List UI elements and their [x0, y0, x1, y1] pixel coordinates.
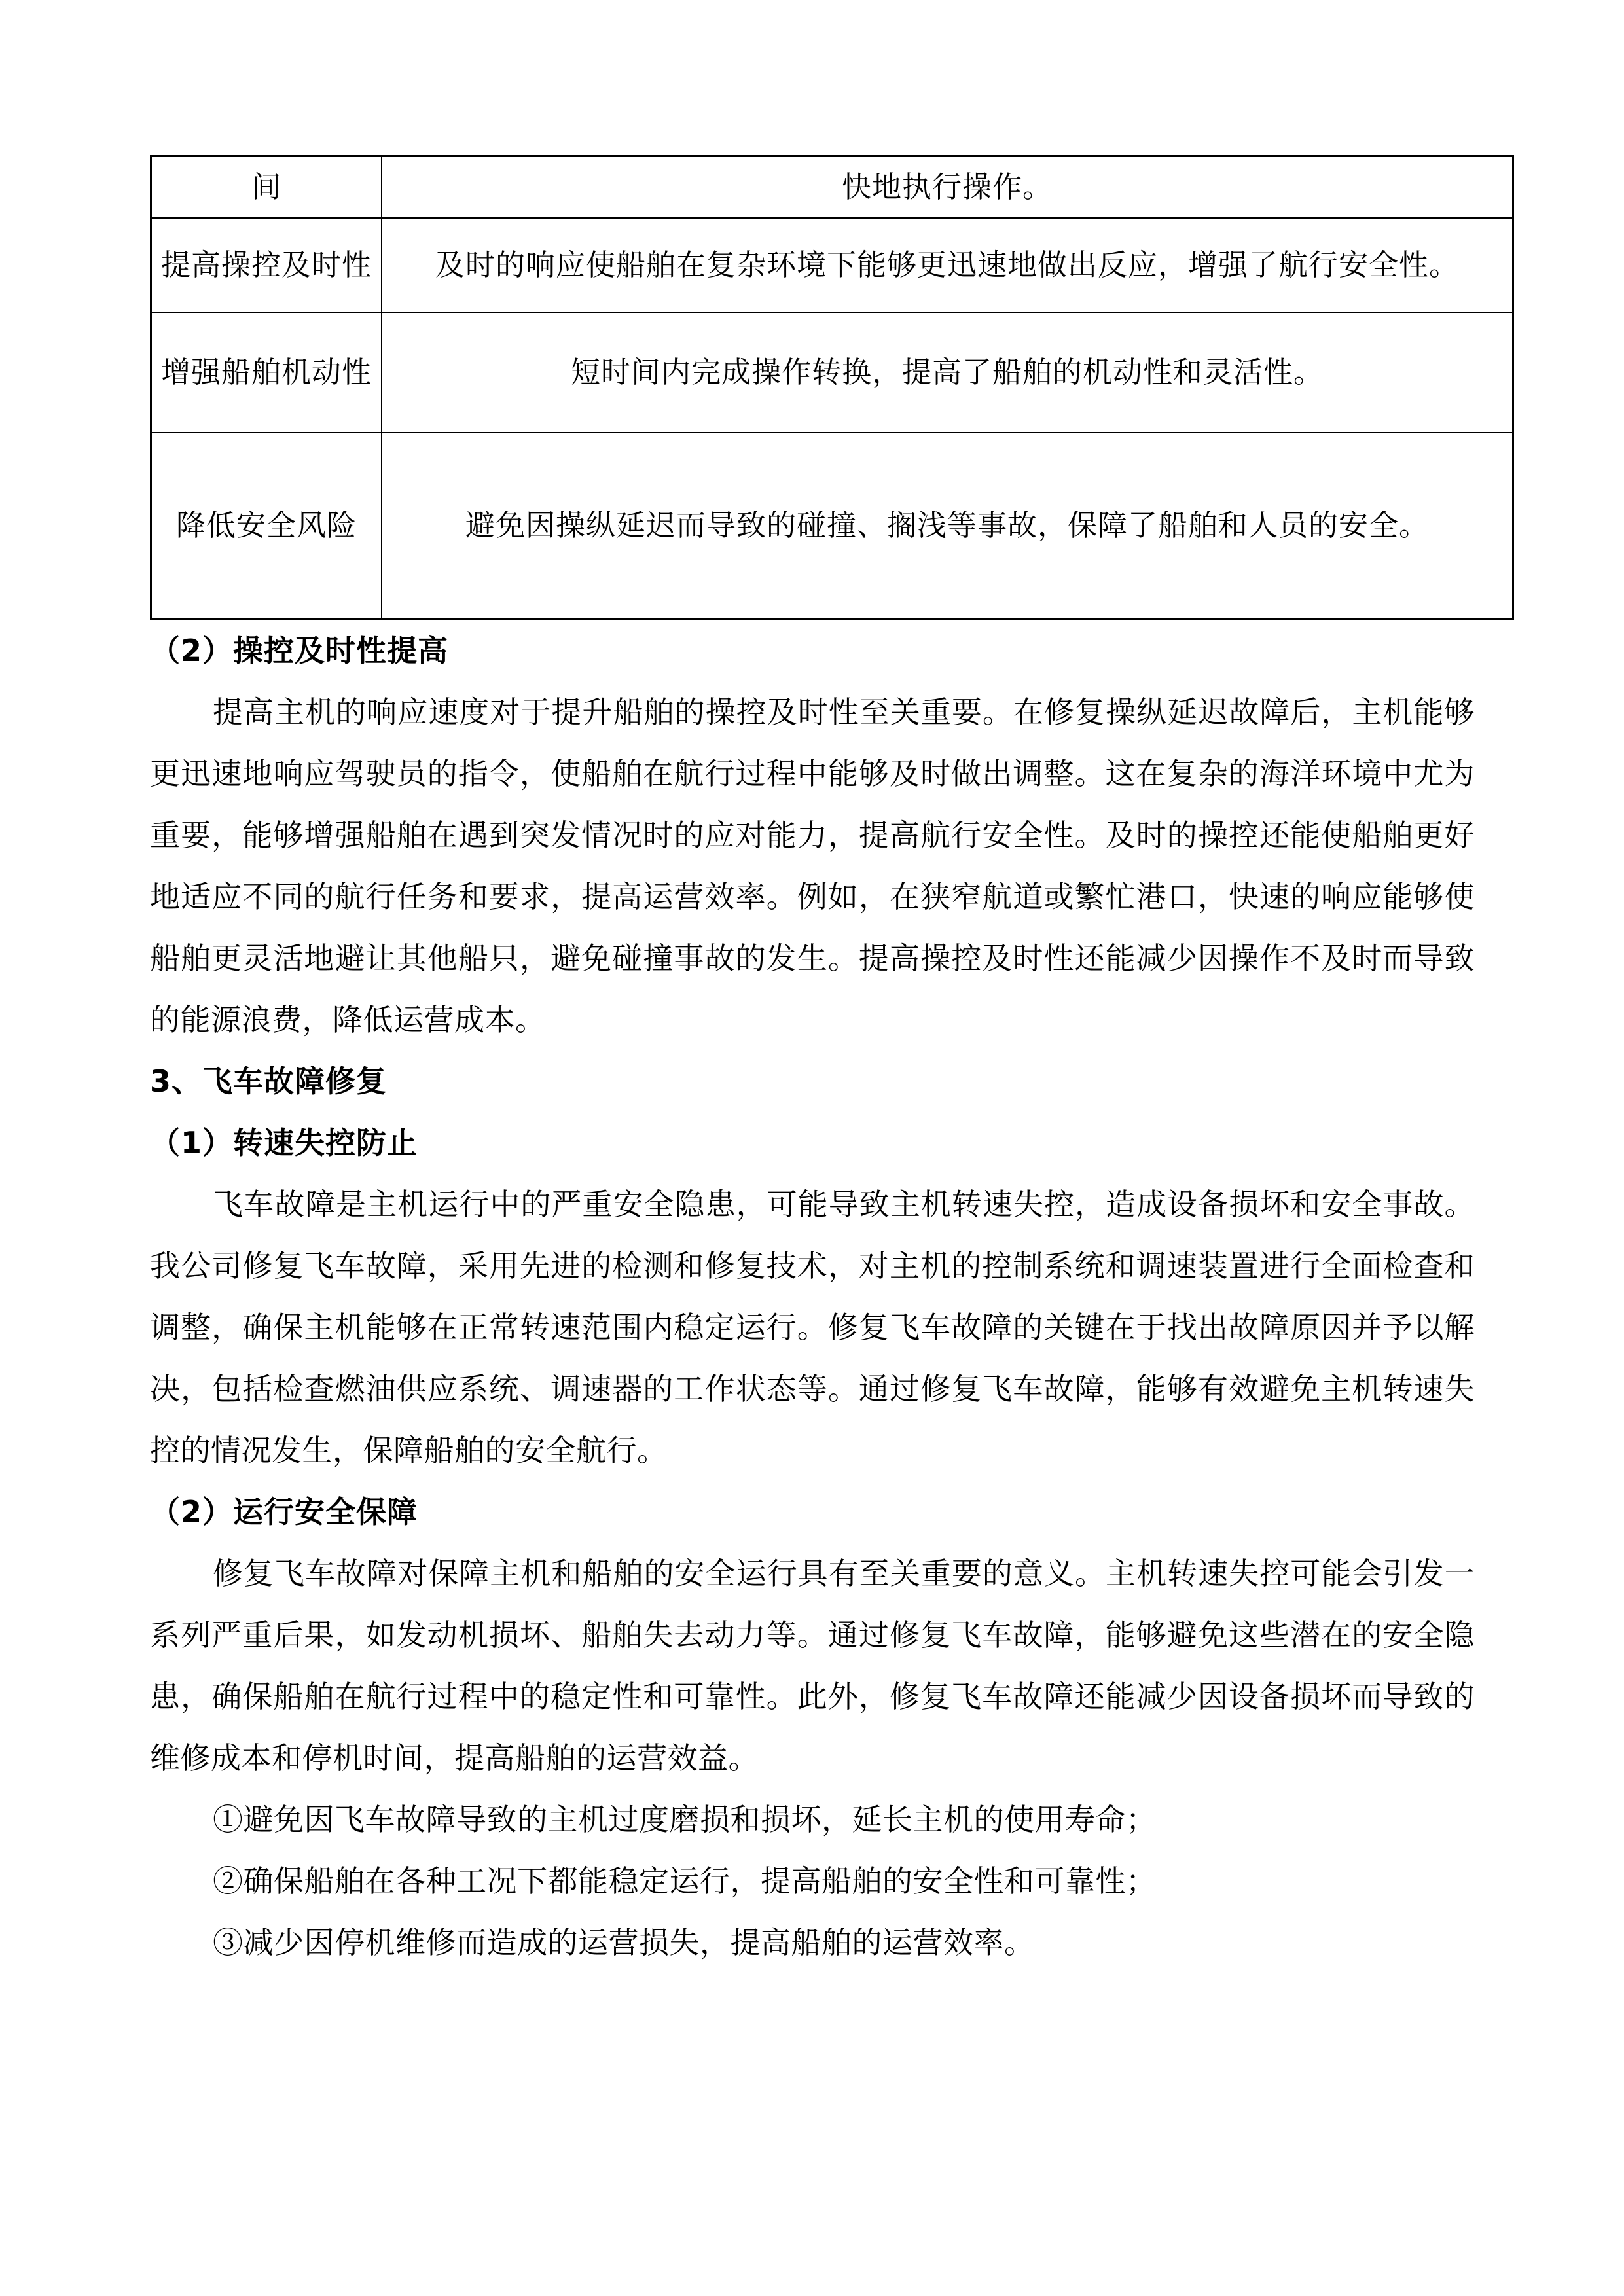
- table-cell-desc-text: 快地执行操作。: [841, 170, 1053, 204]
- table-cell-label-text: 降低安全风险: [175, 508, 357, 543]
- table-cell-desc: [382, 312, 1513, 433]
- table-row: [151, 218, 1513, 312]
- heading-3: 3、飞车故障修复: [150, 1064, 388, 1099]
- table-row: [151, 156, 1513, 219]
- table-cell-desc: [382, 218, 1513, 312]
- table-cell-label-text: 增强船舶机动性: [160, 355, 372, 389]
- paragraph-3-1: 飞车故障是主机运行中的严重安全隐患，可能导致主机转速失控，造成设备损坏和安全事故。我公司修复飞车故障，采用先进的检测和修复技术，对主机的控制系统和调速装置进行全面检查和调整，确保主机能够在正常转速范围内稳定运行。修复飞车故障的关键在于找出故障原因并予以解决，包括检查燃油供应系统、调速器的工作状态等。通过修复飞车故障，能够有效避免主机转速失控的情况发生，保障船舶的安全航行。: [150, 1187, 1475, 1468]
- heading-2-2: （2）操控及时性提高: [150, 633, 449, 668]
- paragraph-3-2: 修复飞车故障对保障主机和船舶的安全运行具有至关重要的意义。主机转速失控可能会引发一系列严重后果，如发动机损坏、船舶失去动力等。通过修复飞车故障，能够避免这些潜在的安全隐患，确保船舶在航行过程中的稳定性和可靠性。此外，修复飞车故障还能减少因设备损坏而导致的维修成本和停机时间，提高船舶的运营效益。: [150, 1556, 1475, 1776]
- table-cell-label: [151, 312, 382, 433]
- page-content: [150, 155, 1475, 1973]
- table-cell-desc: [382, 156, 1513, 219]
- table-body: [151, 156, 1513, 619]
- table-row: [151, 433, 1513, 619]
- list-item: ③减少因停机维修而造成的运营损失，提高船舶的运营效率。: [213, 1925, 1035, 1960]
- table-cell-label: [151, 433, 382, 619]
- list-item: ①避免因飞车故障导致的主机过度磨损和损坏，延长主机的使用寿命；: [213, 1802, 1157, 1837]
- table-cell-desc: [382, 433, 1513, 619]
- table-cell-desc-text: 及时的响应使船舶在复杂环境下能够更迅速地做出反应，增强了航行安全性。: [435, 247, 1459, 282]
- table-cell-desc-text: 避免因操纵延迟而导致的碰撞、搁浅等事故，保障了船舶和人员的安全。: [465, 508, 1429, 543]
- table-cell-label-text: 间: [251, 170, 281, 204]
- paragraph-2-2: 提高主机的响应速度对于提升船舶的操控及时性至关重要。在修复操纵延迟故障后，主机能够更迅速地响应驾驶员的指令，使船舶在航行过程中能够及时做出调整。这在复杂的海洋环境中尤为重要，能够增强船舶在遇到突发情况时的应对能力，提高航行安全性。及时的操控还能使船舶更好地适应不同的航行任务和要求，提高运营效率。例如，在狭窄航道或繁忙港口，快速的响应能够使船舶更灵活地避让其他船只，避免碰撞事故的发生。提高操控及时性还能减少因操作不及时而导致的能源浪费，降低运营成本。: [150, 694, 1475, 1037]
- heading-3-1: （1）转速失控防止: [150, 1125, 418, 1160]
- table-cell-label: [151, 156, 382, 219]
- list-item: ②确保船舶在各种工况下都能稳定运行，提高船舶的安全性和可靠性；: [213, 1863, 1157, 1899]
- table-cell-desc-text: 短时间内完成操作转换，提高了船舶的机动性和灵活性。: [570, 355, 1324, 389]
- table-cell-label: [151, 218, 382, 312]
- benefit-table: [150, 155, 1514, 620]
- heading-3-2: （2）运行安全保障: [150, 1494, 418, 1530]
- table-row: [151, 312, 1513, 433]
- table-cell-label-text: 提高操控及时性: [160, 247, 372, 282]
